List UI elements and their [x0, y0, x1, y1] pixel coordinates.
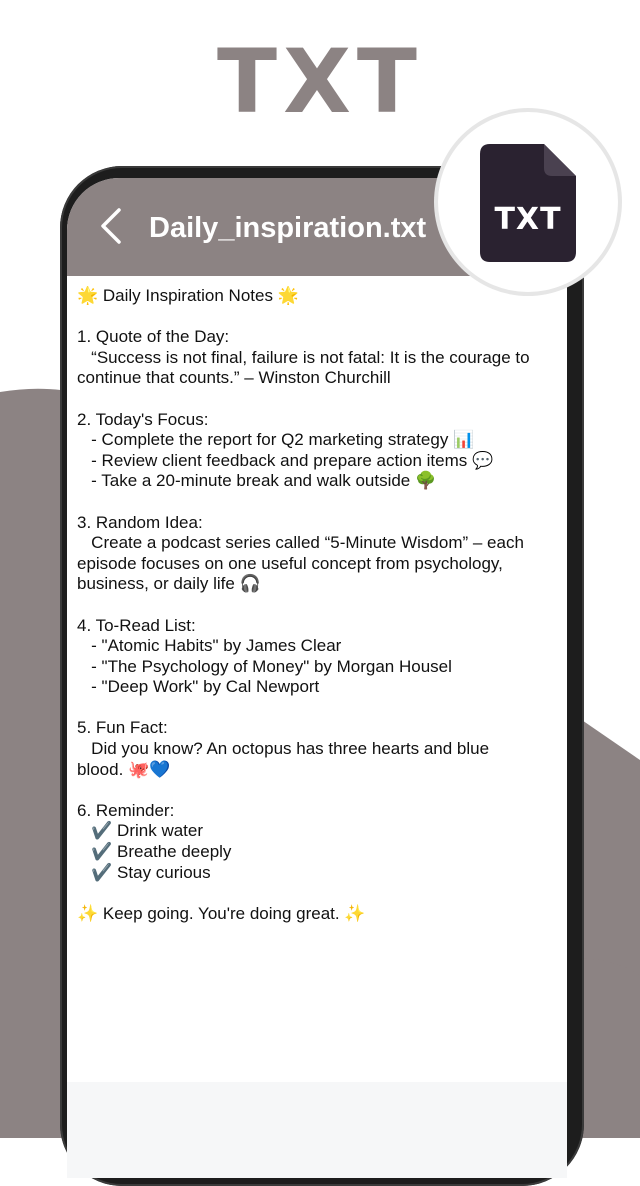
document-line: “Success is not final, failure is not fatal: It is the courage to [77, 347, 530, 367]
document-line: 4. To-Read List: [77, 615, 196, 635]
document-line: blood. 🐙💙 [77, 759, 171, 779]
document-line: Did you know? An octopus has three hearts and blue [77, 739, 490, 759]
document-line: 1. Quote of the Day: [77, 327, 230, 347]
document-line: 2. Today's Focus: [77, 409, 209, 429]
document-line: - Complete the report for Q2 marketing strategy 📊 [77, 430, 475, 450]
file-title: Daily_inspiration.txt [149, 212, 427, 244]
document-line: episode focuses on one useful concept from psychology, [77, 553, 503, 573]
document-line: - Take a 20-minute break and walk outside 🌳 [77, 471, 437, 491]
document-line: - "The Psychology of Money" by Morgan Housel [77, 656, 452, 676]
document-line: continue that counts.” – Winston Churchill [77, 368, 391, 388]
document-line: Create a podcast series called “5-Minute Wisdom” – each [77, 533, 524, 553]
document-line: 3. Random Idea: [77, 512, 203, 532]
blank-line [77, 883, 561, 904]
document-line: - "Atomic Habits" by James Clear [77, 636, 342, 656]
document-line: ✔️ Stay curious [77, 862, 211, 882]
blank-line [77, 307, 561, 328]
document-line: - Review client feedback and prepare action items 💬 [77, 450, 494, 470]
file-type-label: TXT [494, 202, 562, 237]
blank-line [77, 780, 561, 801]
bottom-bar [67, 1082, 567, 1178]
document-line: 5. Fun Fact: [77, 718, 168, 738]
document-line: ✔️ Breathe deeply [77, 842, 232, 862]
document-line: ✔️ Drink water [77, 821, 204, 841]
document-line: 6. Reminder: [77, 800, 175, 820]
document-line: ✨ Keep going. You're doing great. ✨ [77, 903, 366, 923]
blank-line [77, 492, 561, 513]
back-arrow-icon[interactable] [97, 206, 127, 246]
document-line: 🌟 Daily Inspiration Notes 🌟 [77, 286, 299, 305]
phone-screen [67, 178, 567, 1178]
hero-title: TXT [217, 30, 423, 133]
document-line: business, or daily life 🎧 [77, 574, 261, 594]
document-content [77, 286, 561, 924]
blank-line [77, 595, 561, 616]
blank-line [77, 389, 561, 410]
blank-line [77, 698, 561, 719]
document-line: - "Deep Work" by Cal Newport [77, 677, 320, 697]
